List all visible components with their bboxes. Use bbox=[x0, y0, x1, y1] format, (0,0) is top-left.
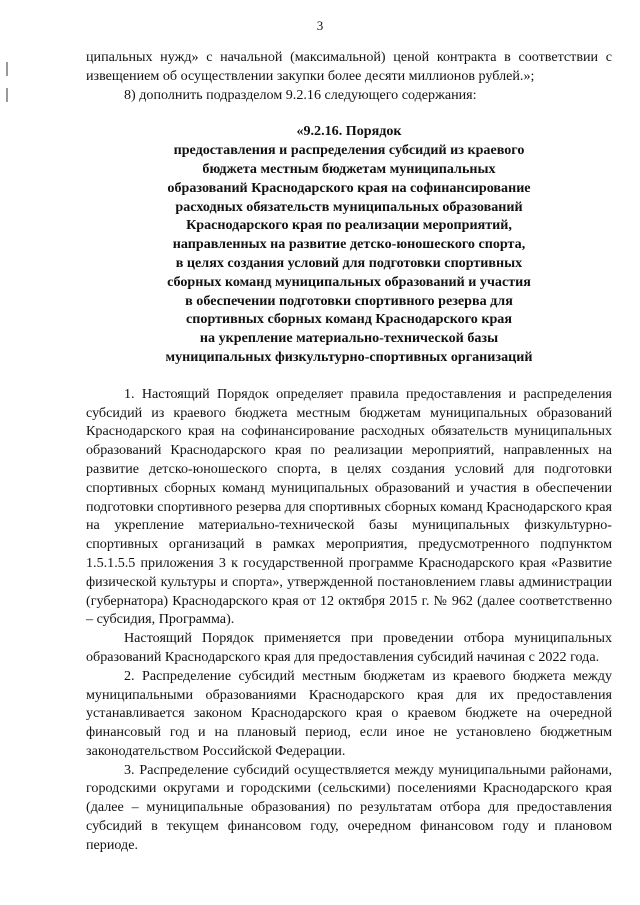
heading-line: образований Краснодарского края на софинансирование bbox=[167, 179, 531, 196]
heading-line: бюджета местным бюджетам муниципальных bbox=[202, 160, 496, 177]
heading-line: на укрепление материально-технической базы bbox=[199, 330, 499, 347]
paragraph-3: 3. Распределение субсидий осуществляется между муниципальными районами, городскими округами и городскими (сельскими) поселениями Краснодарского края (далее – муниципальные образования) по результатам отбора для предоставления субсидий в текущем финансовом году, очередном финансовом году и плановом периоде. bbox=[86, 761, 612, 853]
section-heading bbox=[86, 122, 612, 366]
document-body bbox=[86, 48, 612, 855]
margin-mark bbox=[6, 88, 8, 102]
heading-line: муниципальных физкультурно-спортивных организаций bbox=[165, 348, 533, 365]
heading-line: в целях создания условий для подготовки спортивных bbox=[175, 254, 523, 271]
item-8-text: 8) дополнить подразделом 9.2.16 следующего содержания: bbox=[124, 86, 477, 103]
page-number: 3 bbox=[316, 18, 324, 33]
paragraph-1-note: Настоящий Порядок применяется при проведении отбора муниципальных образований Краснодарского края для предоставления субсидий начиная с 2022 года. bbox=[86, 630, 612, 665]
paragraph-2: 2. Распределение субсидий местным бюджетам из краевого бюджета между муниципальными образованиями Краснодарского края для их предоставления устанавливается законом Краснодарского края о краевом бюджете на очередной финансовый год и на плановый период, если иное не установлено бюджетным законодательством Российской Федерации. bbox=[86, 667, 612, 759]
heading-line: в обеспечении подготовки спортивного резерва для bbox=[185, 292, 513, 309]
heading-line: расходных обязательств муниципальных образований bbox=[175, 198, 523, 215]
continuation-text: ципальных нужд» с начальной (максимальной) ценой контракта в соответствии с извещением об осуществлении закупки более десяти миллионов рублей.»; bbox=[86, 49, 612, 84]
heading-line: сборных команд муниципальных образований и участия bbox=[167, 273, 531, 290]
paragraph-1: 1. Настоящий Порядок определяет правила предоставления и распределения субсидий из краевого бюджета местным бюджетам муниципальных образований Краснодарского края на софинансирование расходных обязательств муниципальных образований Краснодарского края по реализации мероприятий, направленных на развитие детско-юношеского спорта, в целях создания условий для подготовки спортивных сборных команд муниципальных образований и участия в обеспечении подготовки спортивного резерва для спортивных сборных команд Краснодарского края на укрепление материально-технической базы муниципальных физкультурно-спортивных организаций в рамках мероприятия, предусмотренного подпунктом 1.5.1.5.5 приложения 3 к государственной программе Краснодарского края «Развитие физической культуры и спорта», утвержденной постановлением главы администрации (губернатора) Краснодарского края от 12 октября 2015 г. № 962 (далее соответственно – субсидия, Программа). bbox=[86, 385, 612, 628]
heading-line: «9.2.16. Порядок bbox=[296, 123, 402, 140]
heading-line: спортивных сборных команд Краснодарского края bbox=[186, 311, 512, 328]
heading-line: предоставления и распределения субсидий из краевого bbox=[173, 142, 525, 159]
heading-line: Краснодарского края по реализации мероприятий, bbox=[186, 217, 512, 234]
margin-mark bbox=[6, 62, 8, 76]
heading-line: направленных на развитие детско-юношеского спорта, bbox=[172, 236, 526, 253]
